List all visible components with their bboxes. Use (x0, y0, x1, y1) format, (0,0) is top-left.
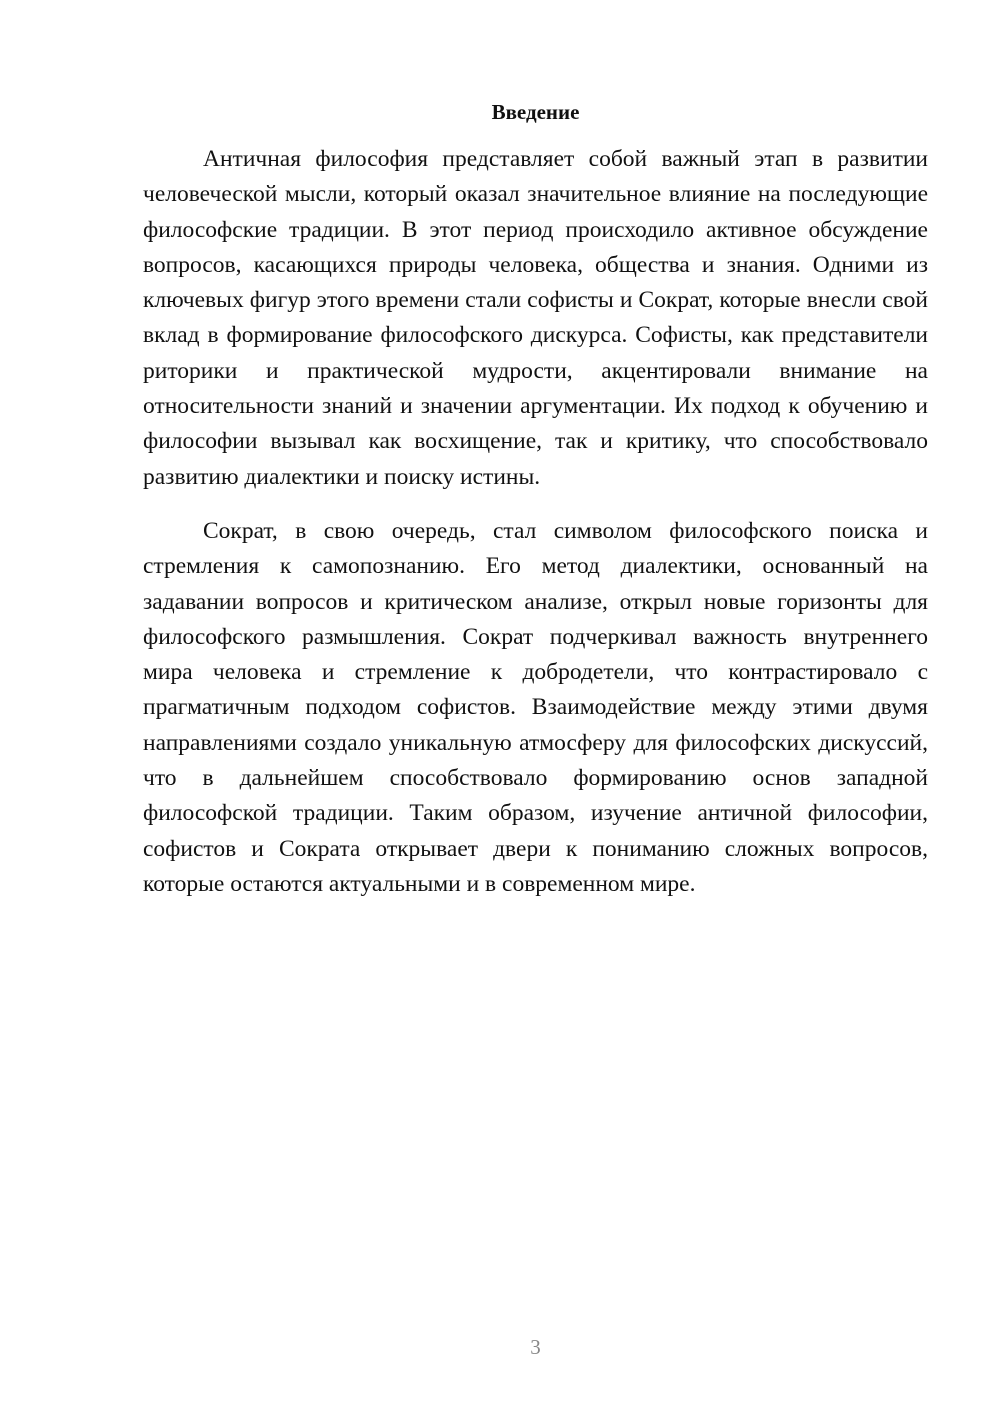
section-title: Введение (491, 100, 580, 124)
page-number: 3 (530, 1335, 541, 1359)
paragraph-intro: Античная философия представляет собой важный этап в развитии человеческой мысли, который оказал значительное влияние на последующие философские традиции. В этот период происходило активное обсуждение вопросов, касающихся природы человека, общества и знания. Одними из ключевых фигур этого времени стали софисты и Сократ, которые внесли свой вклад в формирование философского дискурса. Софисты, как представители риторики и практической мудрости, акцентировали внимание на относительности знаний и значении аргументации. Их подход к обучению и философии вызывал как восхищение, так и критику, что способствовало развитию диалектики и поиску истины. (143, 146, 928, 490)
paragraph-socrates: Сократ, в свою очередь, стал символом философского поиска и стремления к самопознанию. Его метод диалектики, основанный на задавании вопросов и критическом анализе, открыл новые горизонты для философского размышления. Сократ подчеркивал важность внутреннего мира человека и стремление к добродетели, что контрастировало с прагматичным подходом софистов. Взаимодействие между этими двумя направлениями создало уникальную атмосферу для философских дискуссий, что в дальнейшем способствовало формированию основ западной философской традиции. Таким образом, изучение античной философии, софистов и Сократа открывает двери к пониманию сложных вопросов, которые остаются актуальными и в современном мире. (143, 517, 928, 897)
body-text (143, 142, 928, 902)
